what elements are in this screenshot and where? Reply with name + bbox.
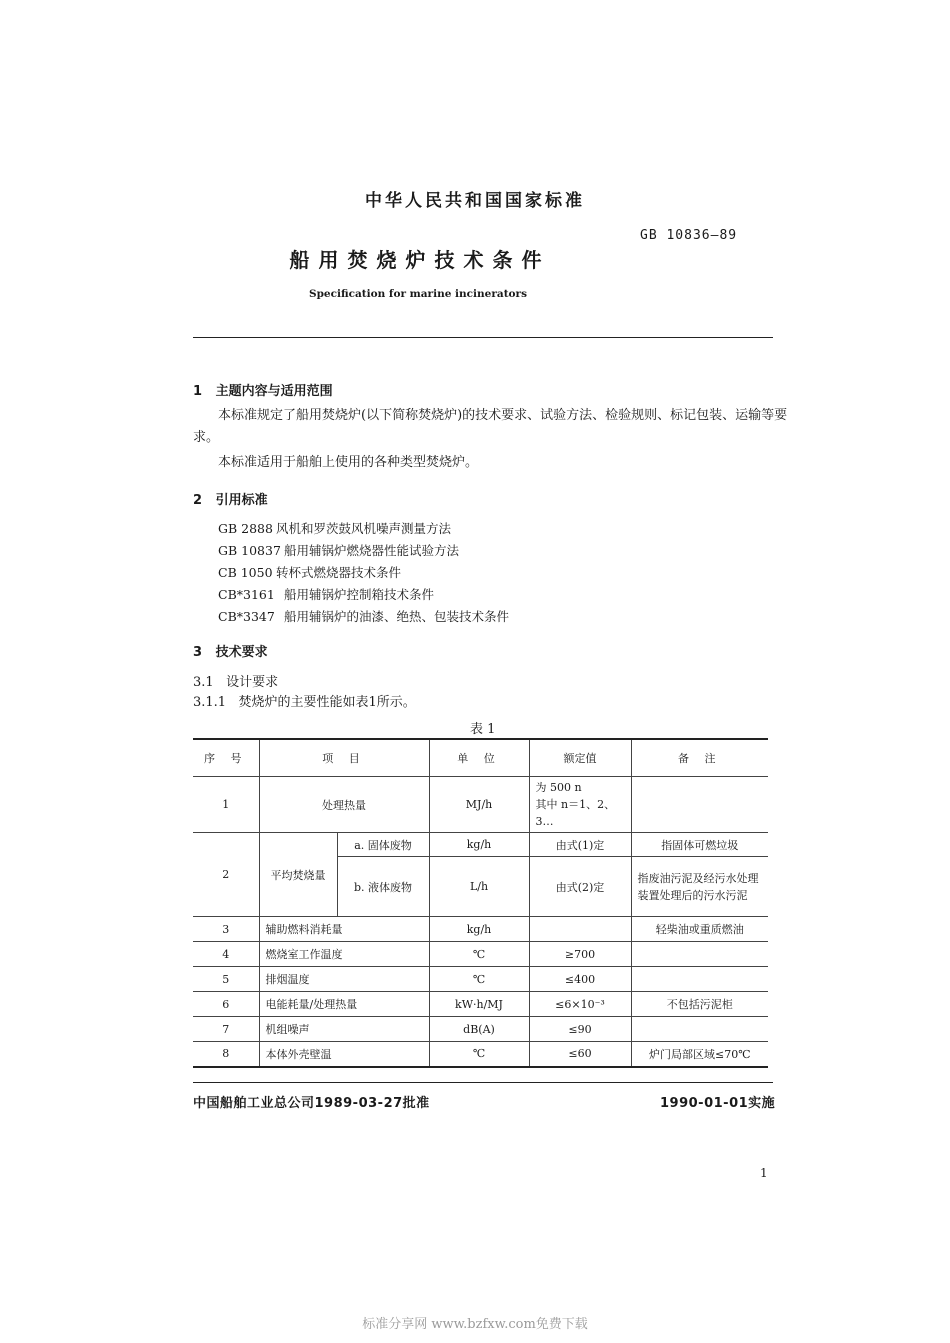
cell-note: 炉门局部区域≤70℃ [631,1042,768,1067]
cell-value [529,777,631,833]
header-item: 项 目 [259,739,429,777]
cell-no: 2 [193,833,259,917]
approval-line: 中国船舶工业总公司1989-03-27批准 [193,1096,430,1111]
section-1-heading [193,380,333,399]
cell-item: 燃烧室工作温度 [259,942,429,967]
subsection-3-1-1 [193,692,416,714]
table-row [193,1042,768,1067]
section-number: 2 [193,493,203,508]
subsection-number: 3.1.1 [193,695,227,710]
reference-item [218,585,434,603]
national-standard-heading: 中华人民共和国国家标准 [365,191,585,211]
page-number: 1 [760,1166,768,1180]
cell-unit: kW·h/MJ [429,992,529,1017]
cell-item: 辅助燃料消耗量 [259,917,429,942]
header-note: 备 注 [631,739,768,777]
cell-note [631,967,768,992]
cell-unit: ℃ [429,967,529,992]
cell-no: 7 [193,1017,259,1042]
cell-note [631,1017,768,1042]
cell-value: ≤400 [529,967,631,992]
cell-note: 轻柴油或重质燃油 [631,917,768,942]
cell-no: 1 [193,777,259,833]
reference-code: CB 1050 [218,565,273,580]
table-row [193,1017,768,1042]
cell-value [529,917,631,942]
cell-no: 3 [193,917,259,942]
cell-no: 5 [193,967,259,992]
section-1-paragraph-2: 本标准适用于船舶上使用的各种类型焚烧炉。 [218,455,479,470]
reference-code: GB 10837 [218,543,281,558]
cell-unit: MJ/h [429,777,529,833]
reference-item [218,519,451,537]
section-number: 1 [193,384,203,399]
header-no: 序 号 [193,739,259,777]
cell-value: ≤90 [529,1017,631,1042]
section-3-heading [193,641,268,660]
cell-note: 指废油污泥及经污水处理装置处理后的污水污泥 [631,857,768,917]
section-title: 引用标准 [215,493,268,508]
table-row [193,992,768,1017]
section-title: 技术要求 [215,645,268,660]
subsection-3-1 [193,672,278,694]
table-row [193,942,768,967]
value-line: 为 500 n [535,781,582,794]
section-number: 3 [193,645,203,660]
header-unit: 单 位 [429,739,529,777]
cell-item: 本体外壳壁温 [259,1042,429,1067]
reference-title: 船用辅锅炉的油漆、绝热、包装技术条件 [284,609,510,624]
reference-title: 船用辅锅炉控制箱技术条件 [284,587,435,602]
cell-note: 不包括污泥柜 [631,992,768,1017]
value-line: 其中 n＝1、2、3… [535,798,616,828]
cell-unit: L/h [429,857,529,917]
cell-value: ≥700 [529,942,631,967]
english-title: Specification for marine incinerators [308,288,527,300]
cell-unit: ℃ [429,1042,529,1067]
subsection-title: 焚烧炉的主要性能如表1所示。 [238,695,416,710]
reference-code: GB 2888 [218,521,273,536]
table-row [193,967,768,992]
reference-item [218,607,509,625]
standard-code: GB 10836—89 [640,228,738,243]
cell-unit: dB(A) [429,1017,529,1042]
cell-no: 8 [193,1042,259,1067]
performance-table [193,738,768,1068]
cell-unit: ℃ [429,942,529,967]
section-title: 主题内容与适用范围 [215,384,333,399]
subsection-number: 3.1 [193,675,214,690]
table-row [193,833,768,857]
cell-item: 处理热量 [259,777,429,833]
reference-item [218,563,401,581]
reference-item [218,541,459,559]
cell-value: ≤6×10⁻³ [529,992,631,1017]
cell-value: ≤60 [529,1042,631,1067]
cell-item-group: 平均焚烧量 [259,833,337,917]
table-row [193,777,768,833]
cell-no: 4 [193,942,259,967]
cell-sub-item: a. 固体废物 [337,833,429,857]
cell-item: 排烟温度 [259,967,429,992]
watermark: 标准分享网 www.bzfxw.com免费下载 [362,1317,588,1332]
reference-title: 船用辅锅炉燃烧器性能试验方法 [284,543,460,558]
page-title: 船用焚烧炉技术条件 [289,248,551,272]
cell-note [631,777,768,833]
cell-note [631,942,768,967]
reference-title: 转杯式燃烧器技术条件 [276,565,402,580]
footer-divider [193,1082,773,1083]
subsection-title: 设计要求 [226,675,279,690]
table-row [193,917,768,942]
reference-title: 风机和罗茨鼓风机噪声测量方法 [276,521,452,536]
section-2-heading [193,489,268,508]
cell-unit: kg/h [429,917,529,942]
reference-code: CB*3347 [218,609,275,624]
cell-item: 机组噪声 [259,1017,429,1042]
cell-no: 6 [193,992,259,1017]
section-1-paragraph-1-cont: 求。 [193,430,220,445]
header-rated-value: 额定值 [529,739,631,777]
cell-value: 由式(2)定 [529,857,631,917]
reference-code: CB*3161 [218,587,275,602]
cell-value: 由式(1)定 [529,833,631,857]
table-header-row [193,739,768,777]
cell-note: 指固体可燃垃圾 [631,833,768,857]
cell-sub-item: b. 液体废物 [337,857,429,917]
section-1-paragraph-1: 本标准规定了船用焚烧炉(以下简称焚烧炉)的技术要求、试验方法、检验规则、标记包装、运输等要 [218,408,788,423]
cell-unit: kg/h [429,833,529,857]
cell-item: 电能耗量/处理热量 [259,992,429,1017]
effective-date: 1990-01-01实施 [660,1096,776,1111]
header-divider [193,337,773,338]
table-caption: 表 1 [470,722,496,737]
